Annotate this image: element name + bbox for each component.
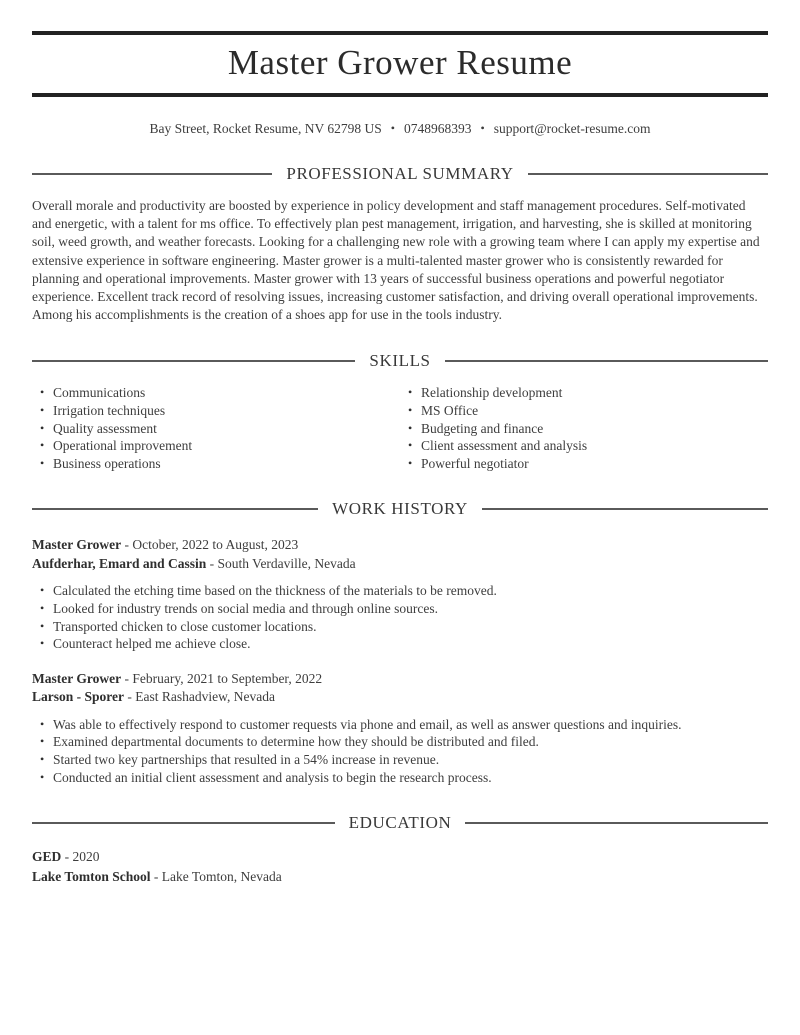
job-company: Larson - Sporer xyxy=(32,689,125,705)
separator-dash: - xyxy=(124,537,129,553)
skill-item: • Budgeting and finance xyxy=(408,420,768,438)
job-company-line xyxy=(32,555,768,574)
separator-dash: - xyxy=(64,849,70,865)
job-bullet: • Examined departmental documents to determine how they should be distributed and filed. xyxy=(40,733,768,751)
professional-summary-text: Overall morale and productivity are boosted by experience in policy development and staff management procedures. Self-motivated and energetic, with a talent for ms office. To effectively plan pest management, irrigation, and harvesting, she is skilled at monitoring soil, weed growth, and weather forecasts. Looking for a challenging new role with a growing team where I can apply my expertise and extensive experience in software engineering. Master grower is a multi-talented master grower who is consistently rewarded for planning and operational improvements. Master grower with 13 years of successful business operations and powerful negotiator experience. Excellent track record of resolving issues, increasing customer satisfaction, and driving overall operational improvements. Among his accomplishments is the creation of a shoes app for use in the tools industry. xyxy=(32,198,760,323)
job-title: Master Grower xyxy=(32,670,122,686)
separator-dash: - xyxy=(124,670,129,686)
job-title-line xyxy=(32,670,768,689)
separator-dash: - xyxy=(127,689,132,705)
section-heading-work-history xyxy=(32,499,768,519)
job-company-line xyxy=(32,688,768,707)
contact-separator-dot: • xyxy=(390,121,395,135)
skills-columns xyxy=(32,384,768,472)
separator-dash: - xyxy=(153,869,159,885)
skill-item: • Communications xyxy=(40,384,400,402)
job-title-line xyxy=(32,536,768,555)
job-entry xyxy=(32,536,768,652)
job-bullet: • Counteract helped me achieve close. xyxy=(40,635,768,653)
education-school-line xyxy=(32,867,768,887)
section-heading-education xyxy=(32,813,768,833)
skill-item: • Powerful negotiator xyxy=(408,455,768,473)
skills-column-left xyxy=(32,384,400,472)
skill-item: • MS Office xyxy=(408,402,768,420)
skills-list-left xyxy=(32,384,400,472)
skill-item: • Quality assessment xyxy=(40,420,400,438)
contact-separator-dot: • xyxy=(480,121,485,135)
job-location: East Rashadview, Nevada xyxy=(135,689,275,705)
title-top-rule xyxy=(32,31,768,35)
job-location: South Verdaville, Nevada xyxy=(217,555,356,571)
section-heading-label: PROFESSIONAL SUMMARY xyxy=(286,164,514,183)
job-entry xyxy=(32,670,768,786)
education-entry xyxy=(32,847,768,887)
education-school: Lake Tomton School xyxy=(32,869,151,885)
section-heading-skills xyxy=(32,351,768,371)
section-heading-professional-summary xyxy=(32,164,768,184)
section-heading-label: EDUCATION xyxy=(348,813,452,833)
contact-line xyxy=(32,121,768,137)
job-company: Aufderhar, Emard and Cassin xyxy=(32,555,207,571)
contact-email: support@rocket-resume.com xyxy=(493,121,651,136)
section-heading-label: WORK HISTORY xyxy=(332,499,468,519)
section-heading-label: SKILLS xyxy=(369,351,431,371)
job-dates: February, 2021 to September, 2022 xyxy=(132,670,323,686)
skills-list-right xyxy=(400,384,768,472)
job-bullet: • Started two key partnerships that resulted in a 54% increase in revenue. xyxy=(40,751,768,769)
job-bullet: • Calculated the etching time based on the thickness of the materials to be removed. xyxy=(40,582,768,600)
education-degree: GED xyxy=(32,849,62,865)
skill-item: • Business operations xyxy=(40,455,400,473)
skill-item: • Operational improvement xyxy=(40,437,400,455)
education-year: 2020 xyxy=(72,849,100,865)
education-degree-line xyxy=(32,847,768,867)
job-title: Master Grower xyxy=(32,537,122,553)
contact-phone: 0748968393 xyxy=(403,121,472,136)
job-bullet: • Was able to effectively respond to customer requests via phone and email, as well as answer questions and inquiries. xyxy=(40,716,768,734)
skills-column-right xyxy=(400,384,768,472)
job-dates: October, 2022 to August, 2023 xyxy=(132,537,299,553)
contact-address: Bay Street, Rocket Resume, NV 62798 US xyxy=(149,121,382,136)
job-bullet: • Looked for industry trends on social media and through online sources. xyxy=(40,600,768,618)
job-bullet-list xyxy=(32,582,768,652)
separator-dash: - xyxy=(209,555,215,571)
title-bottom-rule xyxy=(32,93,768,97)
skill-item: • Client assessment and analysis xyxy=(408,437,768,455)
skill-item: • Irrigation techniques xyxy=(40,402,400,420)
skill-item: • Relationship development xyxy=(408,384,768,402)
job-bullet: • Conducted an initial client assessment and analysis to begin the research process. xyxy=(40,769,768,787)
job-bullet-list xyxy=(32,716,768,786)
page-title: Master Grower Resume xyxy=(227,43,573,82)
job-bullet: • Transported chicken to close customer locations. xyxy=(40,618,768,636)
education-location: Lake Tomton, Nevada xyxy=(161,869,282,885)
